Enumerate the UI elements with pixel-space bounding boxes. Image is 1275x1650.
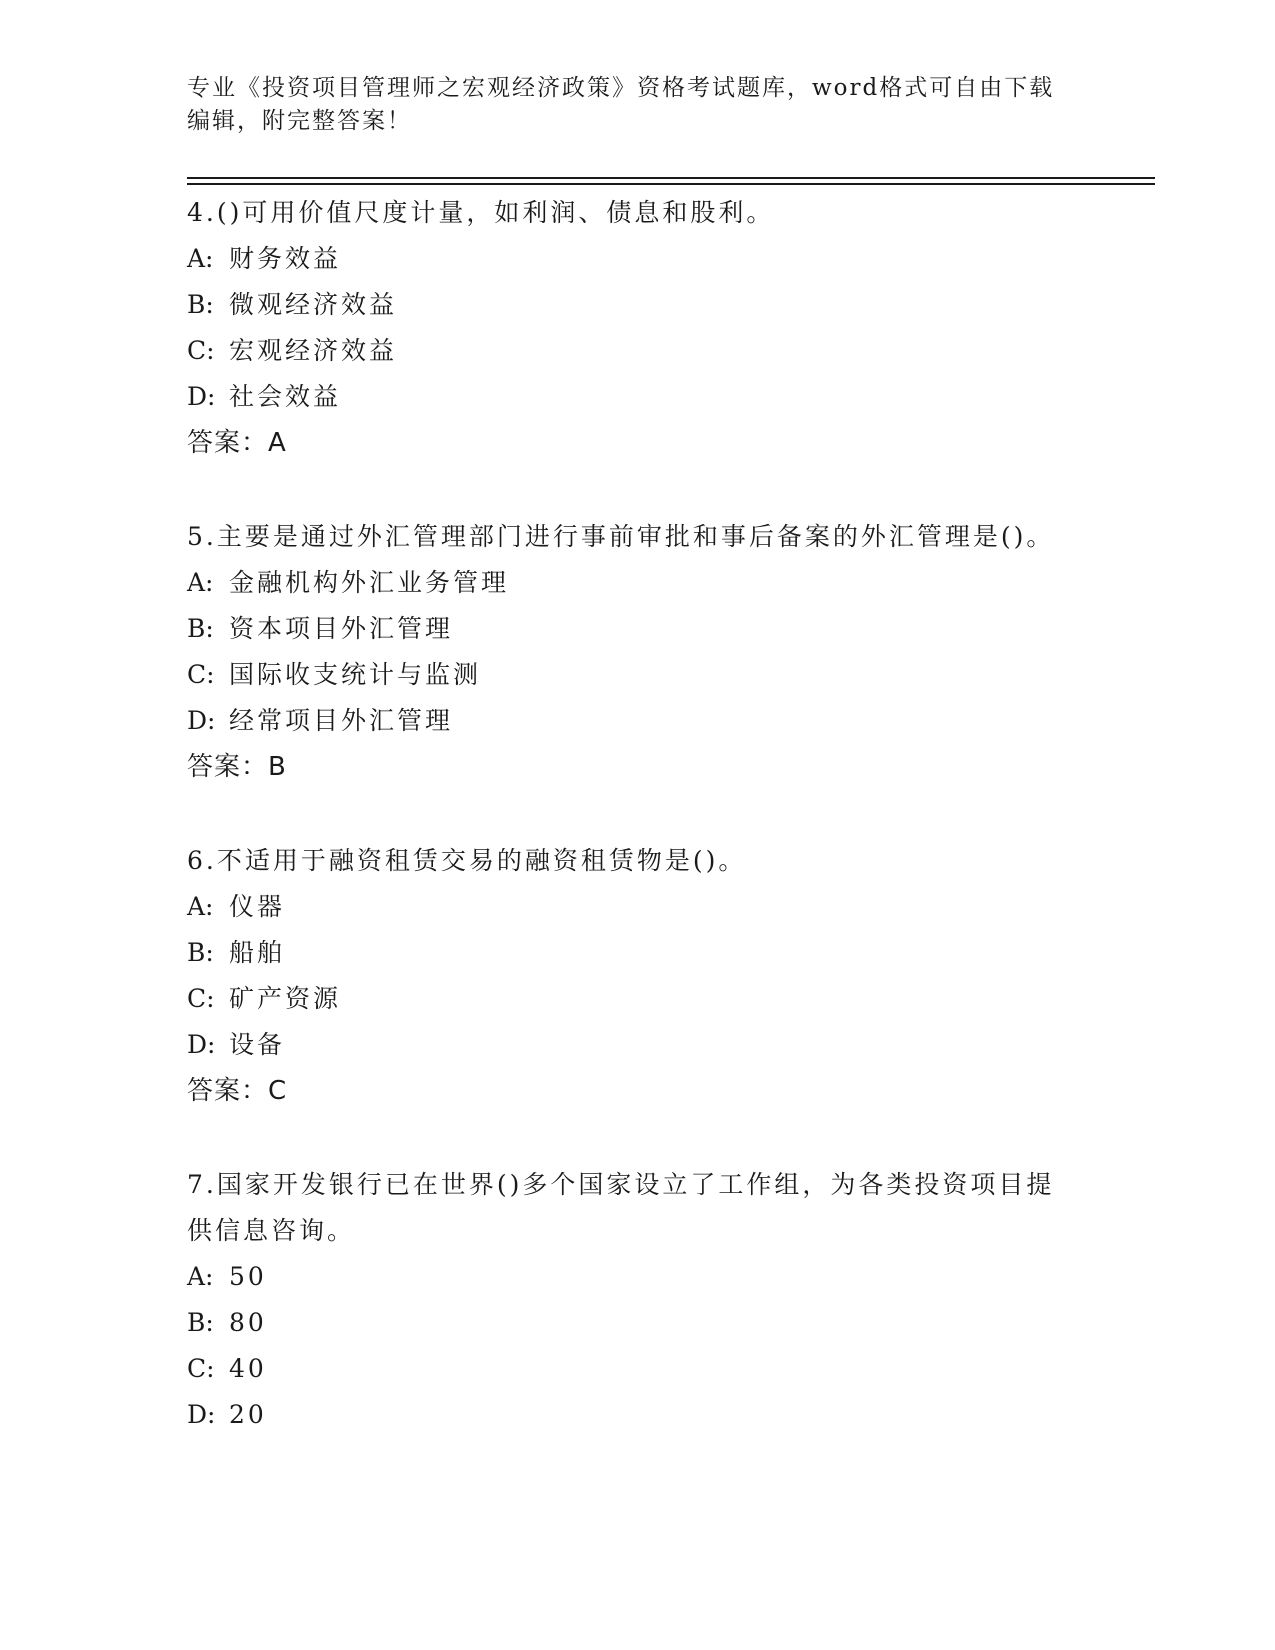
question-list (187, 190, 1087, 1486)
option-b (187, 1300, 1087, 1346)
option-letter: B: (187, 290, 214, 319)
question-stem: 4.()可用价值尺度计量，如利润、债息和股利。 (187, 198, 775, 227)
option-text: 50 (229, 1262, 267, 1291)
option-a (187, 884, 1087, 930)
answer-line: 答案：A (187, 428, 287, 458)
option-c (187, 328, 1087, 374)
option-letter: D: (187, 382, 216, 411)
option-text: 宏观经济效益 (229, 336, 398, 365)
option-text: 矿产资源 (229, 984, 342, 1013)
question-stem: 7.国家开发银行已在世界()多个国家设立了工作组，为各类投资项目提供信息咨询。 (187, 1170, 1055, 1245)
question-7 (187, 1162, 1087, 1438)
option-text: 资本项目外汇管理 (229, 614, 454, 643)
option-letter: D: (187, 1400, 216, 1429)
option-text: 20 (229, 1400, 267, 1429)
answer-line: 答案：B (187, 752, 287, 782)
option-letter: B: (187, 1308, 214, 1337)
question-stem: 6.不适用于融资租赁交易的融资租赁物是()。 (187, 846, 747, 875)
option-b (187, 282, 1087, 328)
document-header: 专业《投资项目管理师之宏观经济政策》资格考试题库，word格式可自由下载编辑，附完整答案！ (187, 75, 1055, 134)
option-letter: B: (187, 938, 214, 967)
option-letter: C: (187, 1354, 215, 1383)
option-d (187, 698, 1087, 744)
option-text: 设备 (229, 1030, 286, 1059)
option-letter: A: (187, 568, 214, 597)
option-letter: A: (187, 1262, 214, 1291)
option-letter: A: (187, 244, 214, 273)
option-letter: A: (187, 892, 214, 921)
option-b (187, 606, 1087, 652)
option-text: 40 (229, 1354, 267, 1383)
option-text: 仪器 (229, 892, 286, 921)
option-text: 金融机构外汇业务管理 (229, 568, 510, 597)
option-a (187, 1254, 1087, 1300)
question-5 (187, 514, 1087, 790)
option-c (187, 1346, 1087, 1392)
option-text: 财务效益 (229, 244, 342, 273)
option-d (187, 1022, 1087, 1068)
option-letter: C: (187, 984, 215, 1013)
option-text: 经常项目外汇管理 (229, 706, 454, 735)
option-a (187, 560, 1087, 606)
option-text: 国际收支统计与监测 (229, 660, 482, 689)
option-letter: D: (187, 706, 216, 735)
option-text: 微观经济效益 (229, 290, 398, 319)
option-d (187, 1392, 1087, 1438)
answer-line: 答案：C (187, 1076, 288, 1106)
option-d (187, 374, 1087, 420)
option-letter: C: (187, 660, 215, 689)
option-text: 80 (229, 1308, 267, 1337)
option-b (187, 930, 1087, 976)
header-divider-top (187, 177, 1155, 179)
question-6 (187, 838, 1087, 1114)
option-letter: B: (187, 614, 214, 643)
option-letter: C: (187, 336, 215, 365)
option-letter: D: (187, 1030, 216, 1059)
option-c (187, 976, 1087, 1022)
option-c (187, 652, 1087, 698)
header-divider-bottom (187, 183, 1155, 185)
question-4 (187, 190, 1087, 466)
option-a (187, 236, 1087, 282)
option-text: 社会效益 (229, 382, 342, 411)
question-stem: 5.主要是通过外汇管理部门进行事前审批和事后备案的外汇管理是()。 (187, 522, 1055, 551)
option-text: 船舶 (229, 938, 286, 967)
